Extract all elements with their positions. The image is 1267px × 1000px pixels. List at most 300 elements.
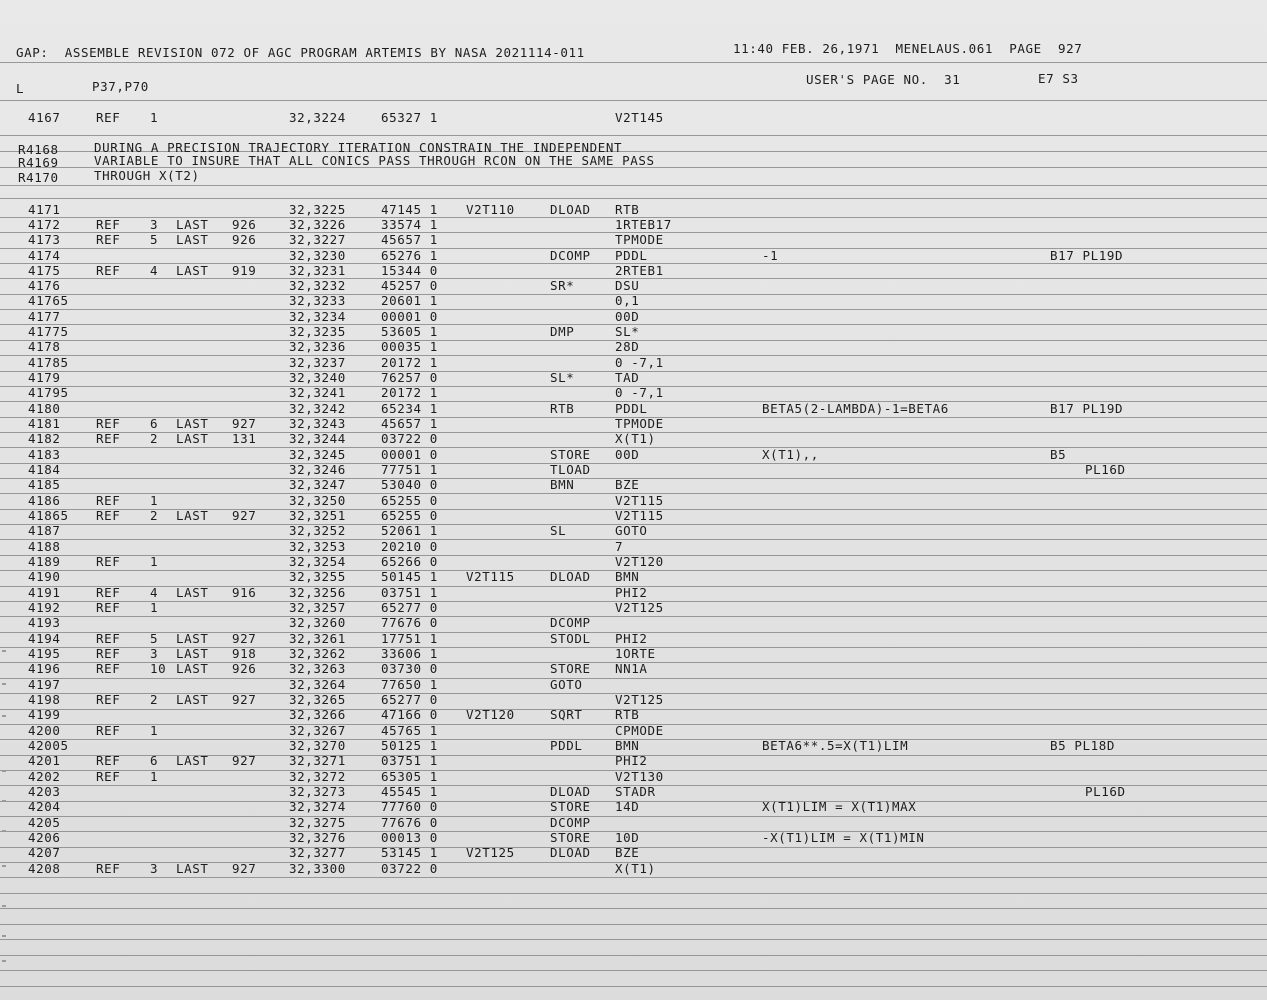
- operand: DSU: [615, 278, 640, 293]
- remark-location: R4169: [18, 155, 59, 170]
- line-number: 4195: [28, 646, 61, 661]
- rule-line: [0, 198, 1267, 199]
- address: 32,3252: [289, 523, 346, 538]
- address: 32,3246: [289, 462, 346, 477]
- address: 32,3263: [289, 661, 346, 676]
- operand: STADR: [615, 784, 656, 799]
- address: 32,3250: [289, 493, 346, 508]
- rule-line: [0, 924, 1267, 925]
- address: 32,3264: [289, 677, 346, 692]
- ref-tag: REF: [96, 661, 121, 676]
- address: 32,3270: [289, 738, 346, 753]
- opcode: GOTO: [550, 677, 583, 692]
- last-tag: LAST: [176, 263, 209, 278]
- line-number: 4193: [28, 615, 61, 630]
- octal-word: 77650 1: [381, 677, 438, 692]
- address: 32,3232: [289, 278, 346, 293]
- line-number: 4175: [28, 263, 61, 278]
- opcode: SL*: [550, 370, 575, 385]
- octal-word: 76257 0: [381, 370, 438, 385]
- octal-word: 45257 0: [381, 278, 438, 293]
- operand: 1RTEB17: [615, 217, 672, 232]
- octal-word: 53605 1: [381, 324, 438, 339]
- opcode: STORE: [550, 447, 591, 462]
- line-number: 4180: [28, 401, 61, 416]
- ref-tag: REF: [96, 600, 121, 615]
- address: 32,3276: [289, 830, 346, 845]
- line-number: 4176: [28, 278, 61, 293]
- operand: RTB: [615, 202, 640, 217]
- table-row: [0, 432, 1267, 448]
- ref-count: 5: [150, 631, 159, 646]
- octal-word: 77676 0: [381, 815, 438, 830]
- octal-word: 77676 0: [381, 615, 438, 630]
- octal-word: 00013 0: [381, 830, 438, 845]
- line-number: 4199: [28, 707, 61, 722]
- comment: X(T1)LIM = X(T1)MAX: [762, 799, 917, 814]
- line-number: 4188: [28, 539, 61, 554]
- table-row: [0, 708, 1267, 724]
- line-number: 4173: [28, 232, 61, 247]
- octal-word: 65266 0: [381, 554, 438, 569]
- remark-location: R4168: [18, 142, 59, 157]
- address: 32,3234: [289, 309, 346, 324]
- octal-word: 33606 1: [381, 646, 438, 661]
- line-number: 4192: [28, 600, 61, 615]
- table-row: [0, 662, 1267, 678]
- last-page: 927: [232, 416, 257, 431]
- opcode: SQRT: [550, 707, 583, 722]
- address: 32,3224: [289, 110, 346, 125]
- header-e7s3: E7 S3: [1038, 71, 1079, 86]
- ref-tag: REF: [96, 753, 121, 768]
- ref-count: 1: [150, 600, 159, 615]
- address: 32,3230: [289, 248, 346, 263]
- operand: X(T1): [615, 431, 656, 446]
- rule-line: [0, 893, 1267, 894]
- octal-word: 65234 1: [381, 401, 438, 416]
- remark-text: THROUGH X(T2): [94, 168, 200, 183]
- last-page: 131: [232, 431, 257, 446]
- last-tag: LAST: [176, 753, 209, 768]
- ref-tag: REF: [96, 431, 121, 446]
- last-tag: LAST: [176, 646, 209, 661]
- ref-tag: REF: [96, 217, 121, 232]
- octal-word: 03722 0: [381, 861, 438, 876]
- operand: PHI2: [615, 631, 648, 646]
- line-number: 4172: [28, 217, 61, 232]
- last-page: 919: [232, 263, 257, 278]
- octal-word: 33574 1: [381, 217, 438, 232]
- operand: 28D: [615, 339, 640, 354]
- opcode: SL: [550, 523, 567, 538]
- octal-word: 00035 1: [381, 339, 438, 354]
- symbol-label: V2T115: [466, 569, 515, 584]
- operand: BMN: [615, 738, 640, 753]
- octal-word: 77751 1: [381, 462, 438, 477]
- comment: X(T1),,: [762, 447, 819, 462]
- comment: -1: [762, 248, 779, 263]
- octal-word: 00001 0: [381, 309, 438, 324]
- operand: 7: [615, 539, 624, 554]
- address: 32,3231: [289, 263, 346, 278]
- octal-word: 52061 1: [381, 523, 438, 538]
- ref-tag: REF: [96, 692, 121, 707]
- ref-count: 1: [150, 110, 159, 125]
- operand: PDDL: [615, 401, 648, 416]
- opcode: SR*: [550, 278, 575, 293]
- symbol-label: V2T125: [466, 845, 515, 860]
- table-row: [0, 754, 1267, 770]
- line-number: 4174: [28, 248, 61, 263]
- right-annotation: B17 PL19D: [1050, 248, 1124, 263]
- address: 32,3265: [289, 692, 346, 707]
- last-page: 927: [232, 631, 257, 646]
- comment: -X(T1)LIM = X(T1)MIN: [762, 830, 925, 845]
- comment: BETA6**.5=X(T1)LIM: [762, 738, 909, 753]
- octal-word: 03751 1: [381, 753, 438, 768]
- octal-word: 47145 1: [381, 202, 438, 217]
- address: 32,3253: [289, 539, 346, 554]
- hole-mark: [2, 960, 6, 962]
- last-page: 926: [232, 217, 257, 232]
- address: 32,3247: [289, 477, 346, 492]
- octal-word: 50145 1: [381, 569, 438, 584]
- address: 32,3242: [289, 401, 346, 416]
- line-number: 41765: [28, 293, 69, 308]
- operand: TPMODE: [615, 416, 664, 431]
- last-tag: LAST: [176, 232, 209, 247]
- opcode: STORE: [550, 830, 591, 845]
- last-page: 927: [232, 692, 257, 707]
- remark-text: VARIABLE TO INSURE THAT ALL CONICS PASS THROUGH RCON ON THE SAME PASS: [94, 153, 655, 168]
- operand: SL*: [615, 324, 640, 339]
- address: 32,3267: [289, 723, 346, 738]
- operand: 0 -7,1: [615, 385, 664, 400]
- octal-word: 20210 0: [381, 539, 438, 554]
- address: 32,3266: [289, 707, 346, 722]
- rule-line: [0, 939, 1267, 940]
- line-number: 4189: [28, 554, 61, 569]
- octal-word: 53040 0: [381, 477, 438, 492]
- address: 32,3277: [289, 845, 346, 860]
- line-number: 4203: [28, 784, 61, 799]
- address: 32,3271: [289, 753, 346, 768]
- hole-mark: [2, 905, 6, 907]
- line-number: 4206: [28, 830, 61, 845]
- line-number: 4186: [28, 493, 61, 508]
- octal-word: 65327 1: [381, 110, 438, 125]
- operand: 2RTEB1: [615, 263, 664, 278]
- opcode: BMN: [550, 477, 575, 492]
- address: 32,3227: [289, 232, 346, 247]
- ref-count: 3: [150, 861, 159, 876]
- operand: V2T115: [615, 508, 664, 523]
- octal-word: 65255 0: [381, 493, 438, 508]
- operand: 00D: [615, 309, 640, 324]
- line-number: 4191: [28, 585, 61, 600]
- ref-tag: REF: [96, 493, 121, 508]
- header-title: GAP: ASSEMBLE REVISION 072 OF AGC PROGRAM ARTEMIS BY NASA 2021114-011: [16, 45, 585, 60]
- address: 32,3256: [289, 585, 346, 600]
- line-number: 4194: [28, 631, 61, 646]
- last-page: 927: [232, 508, 257, 523]
- line-number: 41785: [28, 355, 69, 370]
- line-number: 4177: [28, 309, 61, 324]
- line-number: 4196: [28, 661, 61, 676]
- last-page: 926: [232, 232, 257, 247]
- table-row: [0, 616, 1267, 632]
- address: 32,3233: [289, 293, 346, 308]
- rule-line: [0, 908, 1267, 909]
- opcode: DCOMP: [550, 815, 591, 830]
- table-row: [0, 233, 1267, 249]
- operand: 14D: [615, 799, 640, 814]
- address: 32,3237: [289, 355, 346, 370]
- operand: BZE: [615, 477, 640, 492]
- octal-word: 65255 0: [381, 508, 438, 523]
- address: 32,3240: [289, 370, 346, 385]
- ref-tag: REF: [96, 416, 121, 431]
- ref-count: 4: [150, 263, 159, 278]
- operand: V2T125: [615, 692, 664, 707]
- right-annotation: B17 PL19D: [1050, 401, 1124, 416]
- address: 32,3241: [289, 385, 346, 400]
- ref-count: 2: [150, 508, 159, 523]
- operand: 0,1: [615, 293, 640, 308]
- octal-word: 45657 1: [381, 232, 438, 247]
- rule-line: [0, 135, 1267, 136]
- octal-word: 20172 1: [381, 355, 438, 370]
- ref-count: 10: [150, 661, 167, 676]
- operand: V2T125: [615, 600, 664, 615]
- rule-line: [0, 955, 1267, 956]
- rule-line: [0, 100, 1267, 101]
- table-row: [0, 846, 1267, 862]
- line-number: 4197: [28, 677, 61, 692]
- address: 32,3243: [289, 416, 346, 431]
- line-number: 4167: [28, 110, 61, 125]
- right-annotation: PL16D: [1085, 784, 1126, 799]
- opcode: DLOAD: [550, 845, 591, 860]
- table-row: [0, 570, 1267, 586]
- opcode: DLOAD: [550, 202, 591, 217]
- operand: TPMODE: [615, 232, 664, 247]
- operand: CPMODE: [615, 723, 664, 738]
- last-page: 918: [232, 646, 257, 661]
- octal-word: 65276 1: [381, 248, 438, 263]
- header-timestamp-page: 11:40 FEB. 26,1971 MENELAUS.061 PAGE 927: [733, 41, 1083, 56]
- opcode: DLOAD: [550, 784, 591, 799]
- header-program: P37,P70: [92, 79, 149, 94]
- last-tag: LAST: [176, 585, 209, 600]
- octal-word: 65277 0: [381, 600, 438, 615]
- line-number: 4185: [28, 477, 61, 492]
- operand: V2T130: [615, 769, 664, 784]
- line-number: 4187: [28, 523, 61, 538]
- line-number: 4201: [28, 753, 61, 768]
- last-tag: LAST: [176, 416, 209, 431]
- line-number: 4178: [28, 339, 61, 354]
- address: 32,3275: [289, 815, 346, 830]
- opcode: TLOAD: [550, 462, 591, 477]
- ref-tag: REF: [96, 585, 121, 600]
- ref-tag: REF: [96, 769, 121, 784]
- operand: 1ORTE: [615, 646, 656, 661]
- operand: 0 -7,1: [615, 355, 664, 370]
- line-number: 42005: [28, 738, 69, 753]
- header-l-marker: L: [16, 81, 25, 96]
- line-number: 41795: [28, 385, 69, 400]
- table-row: [0, 448, 1267, 464]
- last-tag: LAST: [176, 861, 209, 876]
- line-number: 4202: [28, 769, 61, 784]
- line-number: 4200: [28, 723, 61, 738]
- operand: V2T115: [615, 493, 664, 508]
- opcode: STORE: [550, 661, 591, 676]
- opcode: DCOMP: [550, 615, 591, 630]
- octal-word: 00001 0: [381, 447, 438, 462]
- last-tag: LAST: [176, 217, 209, 232]
- operand: RTB: [615, 707, 640, 722]
- address: 32,3251: [289, 508, 346, 523]
- hole-mark: [2, 935, 6, 937]
- ref-count: 1: [150, 493, 159, 508]
- octal-word: 03751 1: [381, 585, 438, 600]
- octal-word: 20601 1: [381, 293, 438, 308]
- address: 32,3257: [289, 600, 346, 615]
- octal-word: 53145 1: [381, 845, 438, 860]
- line-number: 4184: [28, 462, 61, 477]
- address: 32,3261: [289, 631, 346, 646]
- last-tag: LAST: [176, 508, 209, 523]
- ref-count: 2: [150, 692, 159, 707]
- line-number: 4204: [28, 799, 61, 814]
- ref-tag: REF: [96, 232, 121, 247]
- octal-word: 47166 0: [381, 707, 438, 722]
- ref-tag: REF: [96, 110, 121, 125]
- address: 32,3255: [289, 569, 346, 584]
- ref-count: 2: [150, 431, 159, 446]
- octal-word: 45545 1: [381, 784, 438, 799]
- symbol-label: V2T110: [466, 202, 515, 217]
- right-annotation: PL16D: [1085, 462, 1126, 477]
- address: 32,3300: [289, 861, 346, 876]
- operand: V2T145: [615, 110, 664, 125]
- last-tag: LAST: [176, 692, 209, 707]
- operand: PHI2: [615, 753, 648, 768]
- ref-count: 1: [150, 554, 159, 569]
- opcode: PDDL: [550, 738, 583, 753]
- last-page: 926: [232, 661, 257, 676]
- address: 32,3235: [289, 324, 346, 339]
- octal-word: 03722 0: [381, 431, 438, 446]
- operand: X(T1): [615, 861, 656, 876]
- ref-tag: REF: [96, 861, 121, 876]
- ref-tag: REF: [96, 554, 121, 569]
- opcode: STORE: [550, 799, 591, 814]
- address: 32,3254: [289, 554, 346, 569]
- line-number: 4205: [28, 815, 61, 830]
- address: 32,3226: [289, 217, 346, 232]
- table-row: [0, 340, 1267, 356]
- last-page: 927: [232, 861, 257, 876]
- table-row: [0, 111, 1267, 127]
- octal-word: 20172 1: [381, 385, 438, 400]
- last-tag: LAST: [176, 631, 209, 646]
- operand: NN1A: [615, 661, 648, 676]
- operand: 10D: [615, 830, 640, 845]
- operand: PHI2: [615, 585, 648, 600]
- operand: PDDL: [615, 248, 648, 263]
- last-page: 927: [232, 753, 257, 768]
- opcode: DLOAD: [550, 569, 591, 584]
- operand: BZE: [615, 845, 640, 860]
- last-page: 916: [232, 585, 257, 600]
- octal-word: 45657 1: [381, 416, 438, 431]
- rule-line: [0, 986, 1267, 987]
- line-number: 41775: [28, 324, 69, 339]
- octal-word: 65305 1: [381, 769, 438, 784]
- symbol-label: V2T120: [466, 707, 515, 722]
- ref-count: 3: [150, 217, 159, 232]
- table-row: [0, 800, 1267, 816]
- octal-word: 03730 0: [381, 661, 438, 676]
- line-number: 4182: [28, 431, 61, 446]
- octal-word: 77760 0: [381, 799, 438, 814]
- ref-count: 4: [150, 585, 159, 600]
- octal-word: 15344 0: [381, 263, 438, 278]
- ref-count: 1: [150, 769, 159, 784]
- right-annotation: B5 PL18D: [1050, 738, 1116, 753]
- ref-count: 6: [150, 753, 159, 768]
- line-number: 4171: [28, 202, 61, 217]
- last-tag: LAST: [176, 661, 209, 676]
- operand: V2T120: [615, 554, 664, 569]
- address: 32,3225: [289, 202, 346, 217]
- table-row: [0, 524, 1267, 540]
- line-number: 41865: [28, 508, 69, 523]
- opcode: DCOMP: [550, 248, 591, 263]
- line-number: 4207: [28, 845, 61, 860]
- address: 32,3245: [289, 447, 346, 462]
- operand: 00D: [615, 447, 640, 462]
- remark-location: R4170: [18, 170, 59, 185]
- ref-tag: REF: [96, 631, 121, 646]
- octal-word: 45765 1: [381, 723, 438, 738]
- address: 32,3273: [289, 784, 346, 799]
- line-number: 4181: [28, 416, 61, 431]
- table-row: [0, 386, 1267, 402]
- table-row: [0, 601, 1267, 617]
- ref-tag: REF: [96, 263, 121, 278]
- ref-count: 1: [150, 723, 159, 738]
- ref-count: 6: [150, 416, 159, 431]
- address: 32,3262: [289, 646, 346, 661]
- rule-line: [0, 62, 1267, 63]
- rule-line: [0, 970, 1267, 971]
- line-number: 4179: [28, 370, 61, 385]
- octal-word: 50125 1: [381, 738, 438, 753]
- header-users-page: USER'S PAGE NO. 31: [806, 72, 961, 87]
- ref-tag: REF: [96, 508, 121, 523]
- address: 32,3272: [289, 769, 346, 784]
- ref-count: 5: [150, 232, 159, 247]
- opcode: DMP: [550, 324, 575, 339]
- octal-word: 65277 0: [381, 692, 438, 707]
- table-row: [0, 478, 1267, 494]
- right-annotation: B5: [1050, 447, 1067, 462]
